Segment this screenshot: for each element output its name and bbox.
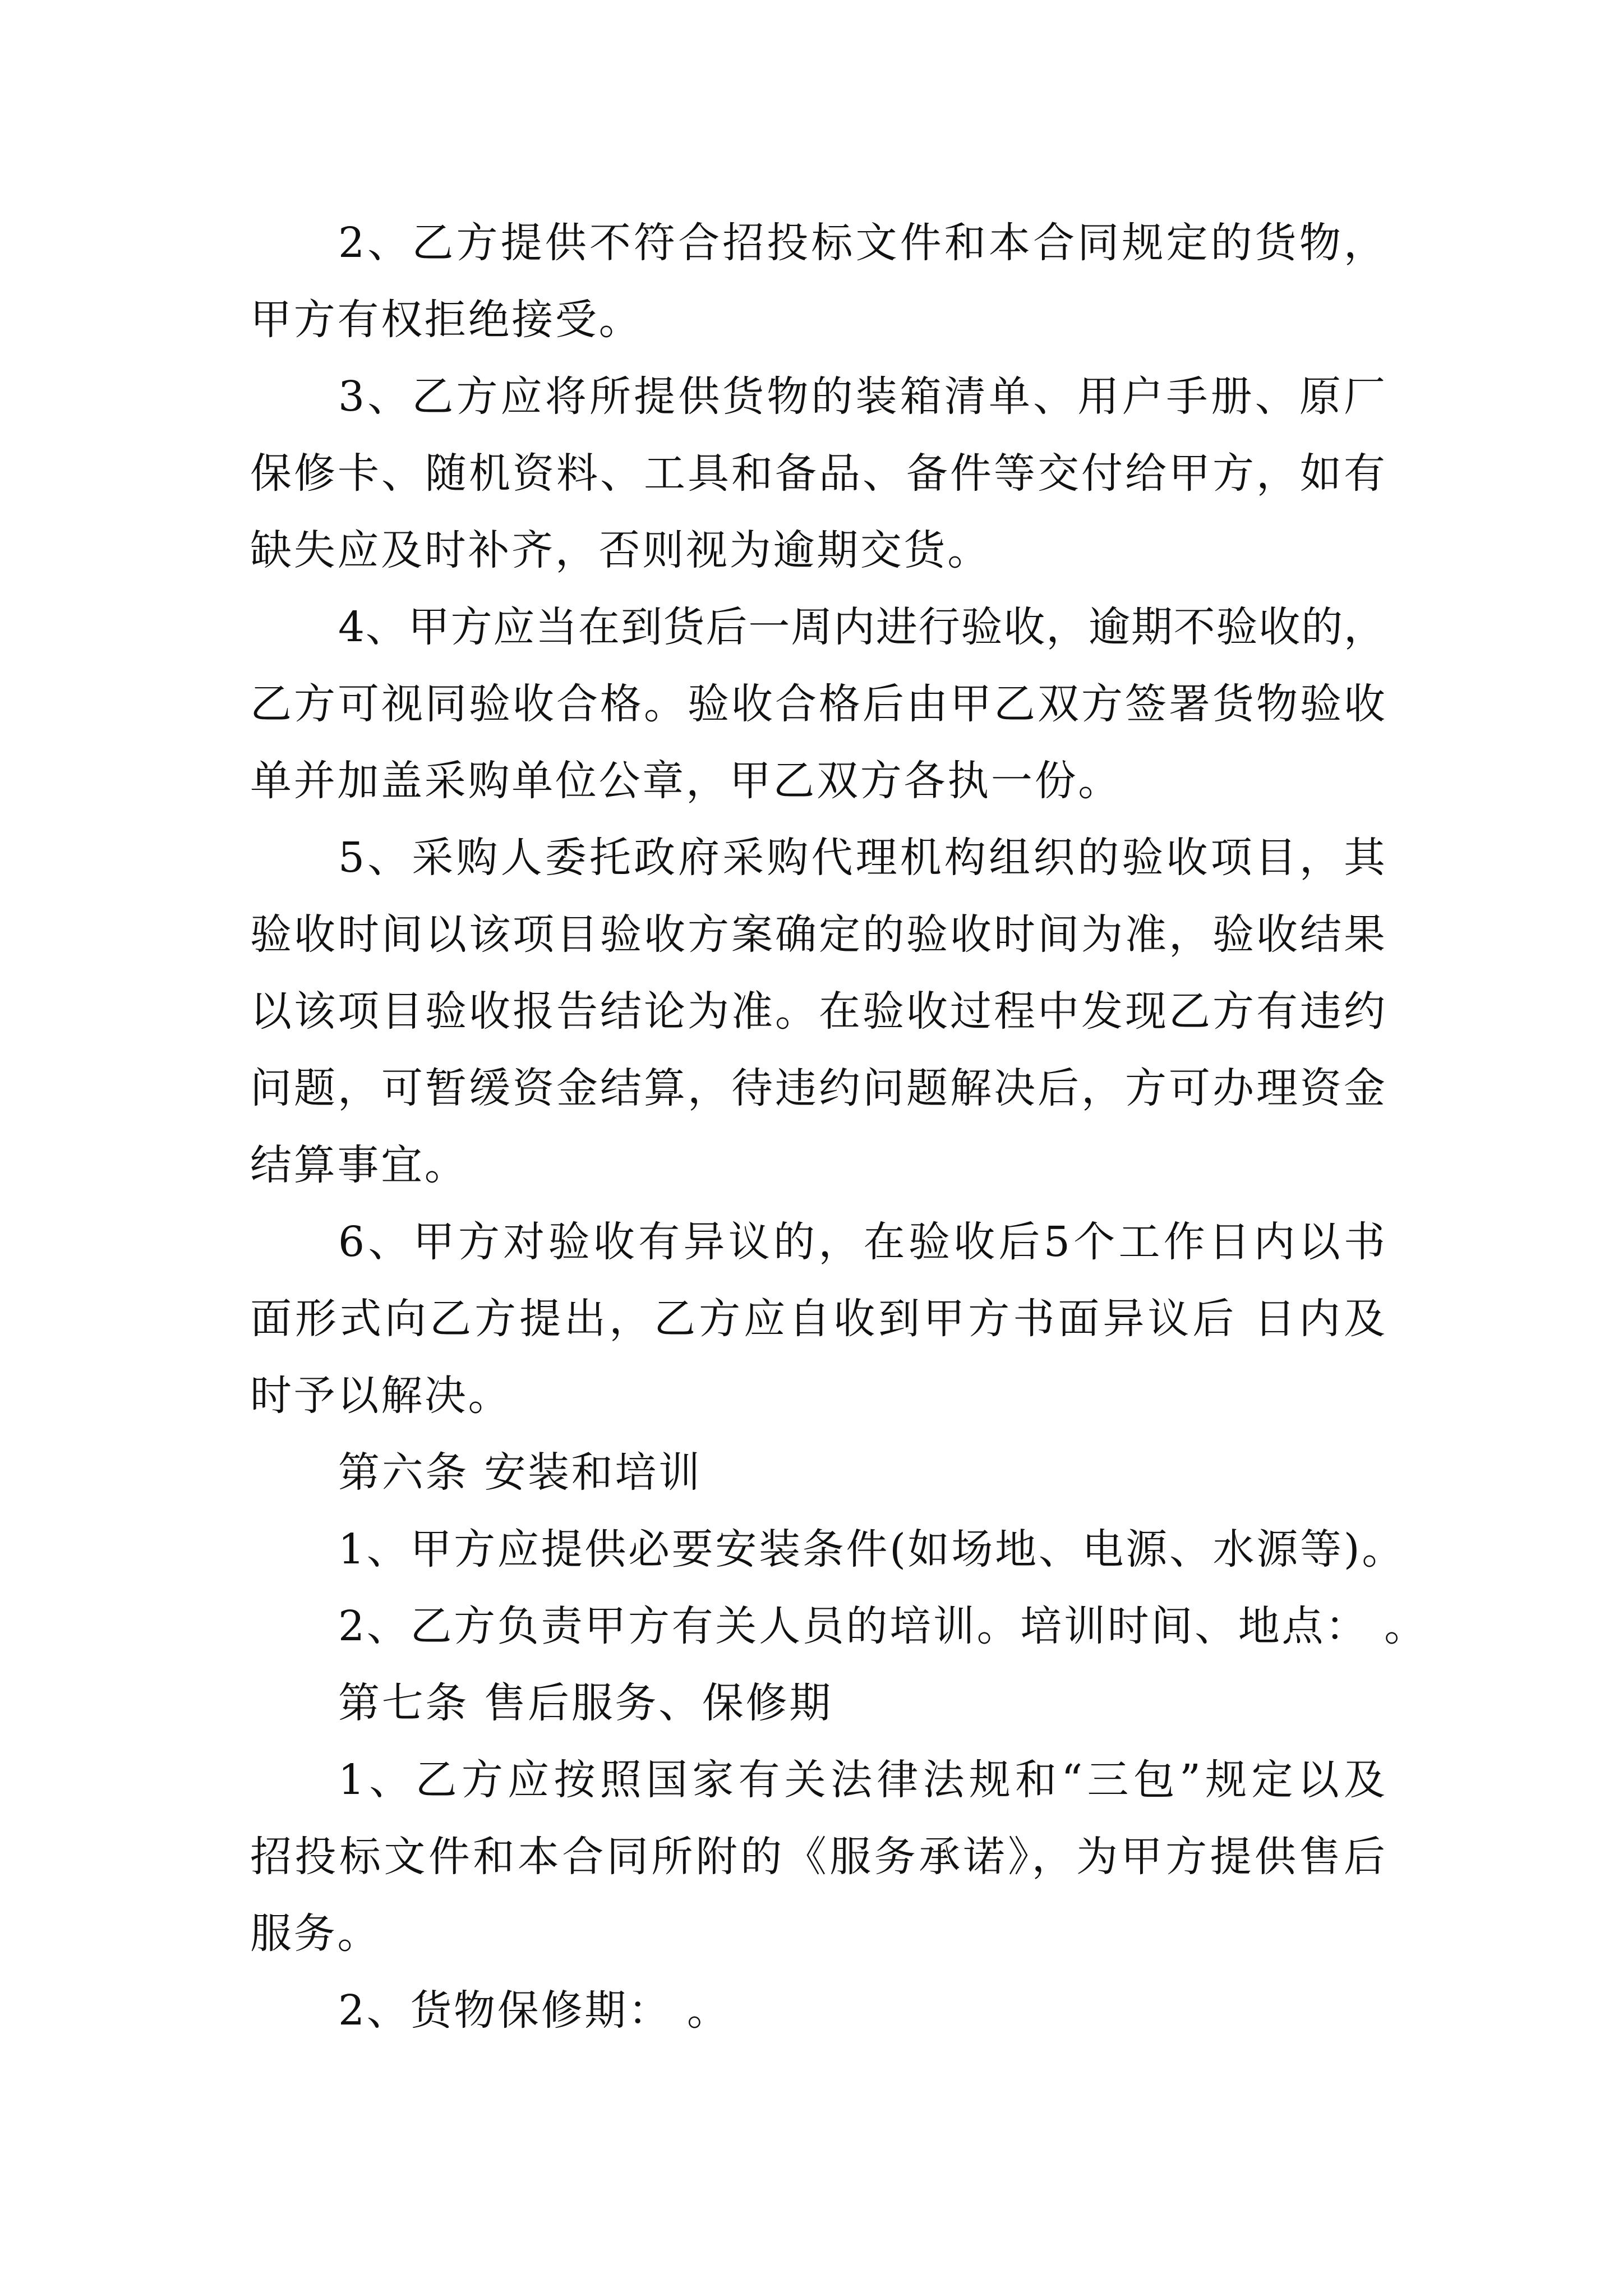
text-line: 缺失应及时补齐，否则视为逾期交货。 [250,526,991,574]
paragraph [250,205,1385,358]
text-line: 3、乙方应将所提供货物的装箱清单、用户手册、原厂 [338,372,1385,421]
paragraph [250,358,1385,589]
paragraph [250,1204,1385,1434]
text-line: 2、货物保修期： 。 [338,1986,731,2035]
text-line: 招投标文件和本合同所附的《服务承诺》，为甲方提供售后 [250,1833,1385,1881]
text-line: 时予以解决。 [250,1372,512,1420]
text-line: 单并加盖采购单位公章，甲乙双方各执一份。 [250,757,1122,805]
section-7 [250,1665,1385,2049]
text-line: 保修卡、随机资料、工具和备品、备件等交付给甲方，如有 [250,449,1385,498]
text-line: 6、甲方对验收有异议的，在验收后5个工作日内以书 [338,1218,1385,1266]
text-line: 1、甲方应提供必要安装条件(如场地、电源、水源等)。 [338,1525,1406,1573]
text-line: 1、乙方应按照国家有关法律法规和“三包”规定以及 [338,1756,1385,1804]
text-line: 服务。 [250,1910,381,1958]
text-line: 4、甲方应当在到货后一周内进行验收，逾期不验收的， [338,603,1385,651]
section-heading: 第六条 安装和培训 [338,1448,702,1497]
section-heading: 第七条 售后服务、保修期 [338,1679,833,1727]
paragraph [250,1972,1385,2049]
paragraph [250,1742,1385,1972]
text-line: 2、乙方负责甲方有关人员的培训。培训时间、地点： 。 [338,1602,1428,1650]
text-line: 乙方可视同验收合格。验收合格后由甲乙双方签署货物验收 [250,680,1385,728]
text-line: 2、乙方提供不符合招投标文件和本合同规定的货物， [338,219,1385,267]
paragraph [250,1511,1406,1588]
text-line: 验收时间以该项目验收方案确定的验收时间为准，验收结果 [250,910,1385,959]
text-line: 面形式向乙方提出，乙方应自收到甲方书面异议后 日内及 [250,1295,1385,1343]
paragraph [250,1588,1428,1665]
text-line: 5、采购人委托政府采购代理机构组织的验收项目，其 [338,834,1385,882]
text-line: 问题，可暂缓资金结算，待违约问题解决后，方可办理资金 [250,1064,1385,1112]
section-6 [250,1434,1428,1665]
paragraph [250,589,1385,820]
text-line: 以该项目验收报告结论为准。在验收过程中发现乙方有违约 [250,987,1385,1036]
text-line: 结算事宜。 [250,1141,468,1189]
document-body [250,205,1428,2049]
section-5-continued [250,205,1385,1434]
paragraph [250,820,1385,1204]
text-line: 甲方有权拒绝接受。 [250,296,643,344]
